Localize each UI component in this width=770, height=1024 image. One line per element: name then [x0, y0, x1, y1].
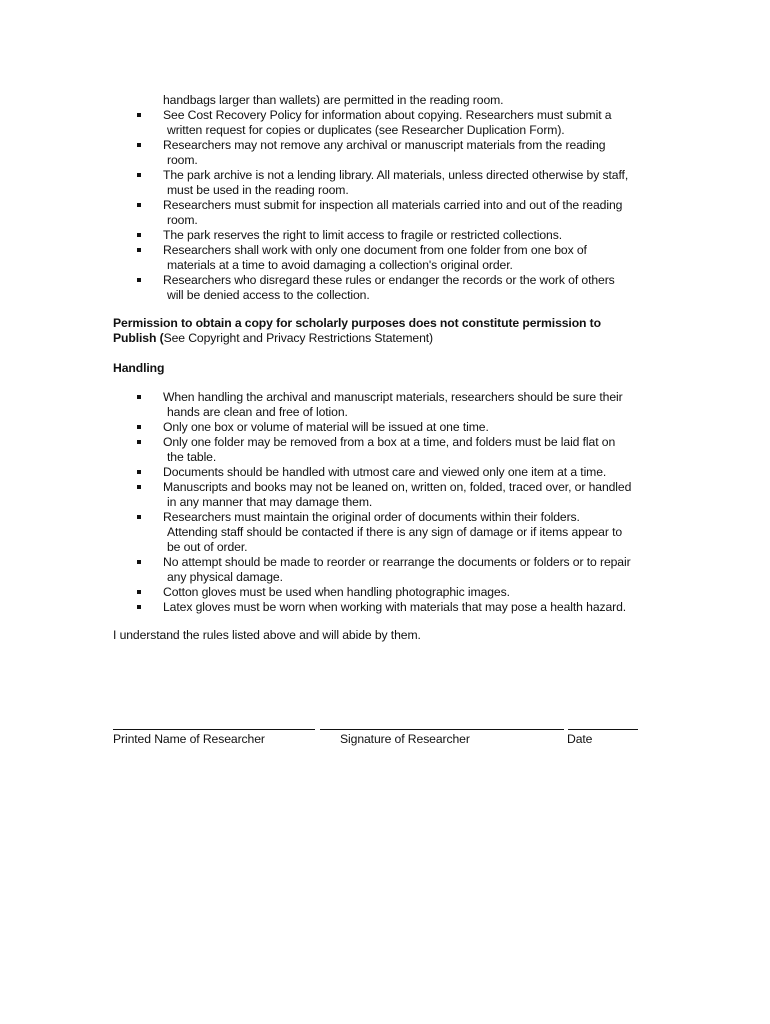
list-item-line: materials at a time to avoid damaging a collection's original order. [167, 258, 513, 272]
bullet-marker [137, 113, 141, 117]
bullet-marker [137, 203, 141, 207]
list-item-line: Researchers must submit for inspection all materials carried into and out of the reading [163, 198, 623, 212]
list-item-line: be out of order. [167, 540, 248, 554]
list-item-line: room. [167, 213, 198, 227]
bullet-marker [137, 395, 141, 399]
bullet-marker [137, 590, 141, 594]
list-item-line: room. [167, 153, 198, 167]
list-item-line: Only one folder may be removed from a box at a time, and folders must be laid flat on [163, 435, 616, 449]
permission-publish: Publish ( [113, 331, 164, 345]
permission-line-1: Permission to obtain a copy for scholarly purposes does not constitute permission to [113, 316, 601, 330]
list-item-line: any physical damage. [167, 570, 283, 584]
list-item-line: The park reserves the right to limit access to fragile or restricted collections. [163, 228, 562, 242]
list-item-line: the table. [167, 450, 217, 464]
list-item-line: in any manner that may damage them. [167, 495, 373, 509]
bullet-marker [137, 485, 141, 489]
date-label: Date [567, 732, 593, 746]
date-line [568, 729, 638, 730]
list-item-line: Researchers must maintain the original order of documents within their folders. [163, 510, 580, 524]
bullet-marker [137, 515, 141, 519]
signature-label: Signature of Researcher [340, 732, 470, 746]
printed-name-label: Printed Name of Researcher [113, 732, 265, 746]
list-item-line: handbags larger than wallets) are permitted in the reading room. [163, 93, 504, 107]
list-item-line: No attempt should be made to reorder or rearrange the documents or folders or to repair [163, 555, 631, 569]
bullet-marker [137, 470, 141, 474]
list-item-line: Researchers may not remove any archival or manuscript materials from the reading [163, 138, 606, 152]
list-item-line: Cotton gloves must be used when handling photographic images. [163, 585, 510, 599]
bullet-marker [137, 560, 141, 564]
handling-heading: Handling [113, 361, 165, 375]
list-item-line: See Cost Recovery Policy for information about copying. Researchers must submit a [163, 108, 612, 122]
bullet-marker [137, 440, 141, 444]
list-item-line: Researchers who disregard these rules or endanger the records or the work of others [163, 273, 615, 287]
list-item-line: Attending staff should be contacted if there is any sign of damage or if items appear to [167, 525, 623, 539]
signature-line [320, 729, 564, 730]
bullet-marker [137, 278, 141, 282]
list-item-line: must be used in the reading room. [167, 183, 349, 197]
bullet-marker [137, 233, 141, 237]
permission-reference: See Copyright and Privacy Restrictions Statement) [163, 331, 434, 345]
agreement-statement: I understand the rules listed above and will abide by them. [113, 628, 421, 642]
list-item-line: Researchers shall work with only one document from one folder from one box of [163, 243, 587, 257]
bullet-marker [137, 248, 141, 252]
permission-line-2 [113, 331, 433, 346]
list-item-line: Only one box or volume of material will be issued at one time. [163, 420, 489, 434]
bullet-marker [137, 605, 141, 609]
list-item-line: The park archive is not a lending library. All materials, unless directed otherwise by staff, [163, 168, 629, 182]
list-item-line: hands are clean and free of lotion. [167, 405, 348, 419]
list-item-line: Documents should be handled with utmost care and viewed only one item at a time. [163, 465, 607, 479]
bullet-marker [137, 173, 141, 177]
bullet-marker [137, 425, 141, 429]
list-item-line: When handling the archival and manuscript materials, researchers should be sure their [163, 390, 623, 404]
list-item-line: Manuscripts and books may not be leaned on, written on, folded, traced over, or handled [163, 480, 632, 494]
list-item-line: will be denied access to the collection. [167, 288, 370, 302]
list-item-line: written request for copies or duplicates (see Researcher Duplication Form). [167, 123, 565, 137]
printed-name-line [113, 729, 315, 730]
bullet-marker [137, 143, 141, 147]
list-item-line: Latex gloves must be worn when working with materials that may pose a health hazard. [163, 600, 627, 614]
